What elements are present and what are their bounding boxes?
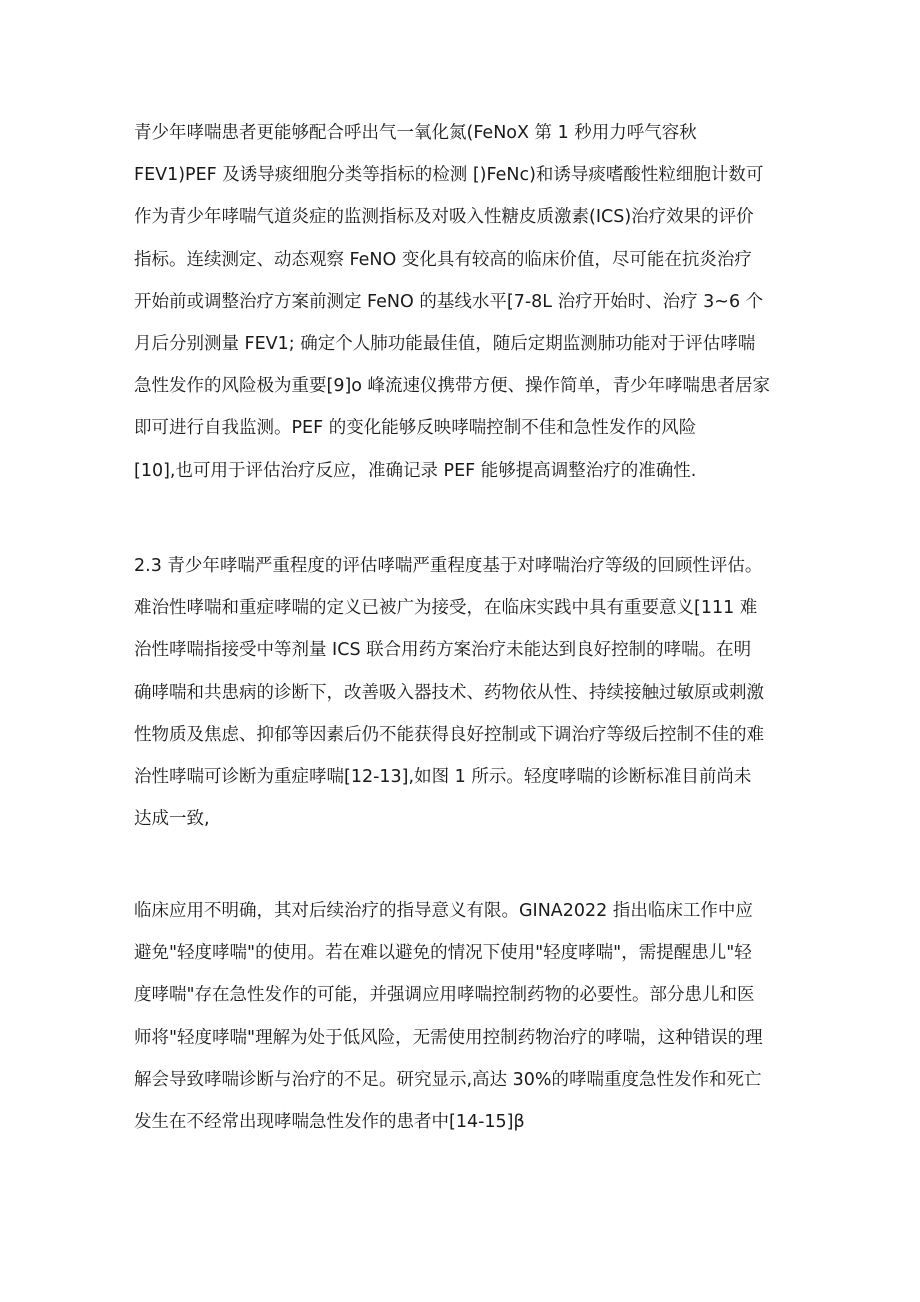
paragraph-mild-asthma [134, 890, 810, 1143]
text-line: FEV1)PEF 及诱导痰细胞分类等指标的检测 [)FeNc)和诱导痰嗜酸性粒细胞计数可 [134, 165, 764, 186]
text-line: 急性发作的风险极为重要[9]o 峰流速仪携带方便、操作简单，青少年哮喘患者居家 [134, 376, 771, 397]
text-line: 度哮喘"存在急性发作的可能，并强调应用哮喘控制药物的必要性。部分患儿和医 [134, 985, 755, 1006]
text-line: [10],也可用于评估治疗反应，准确记录 PEF 能够提高调整治疗的准确性. [134, 460, 697, 481]
text-line: 2.3 青少年哮喘严重程度的评估哮喘严重程度基于对哮喘治疗等级的回顾性评估。 [134, 556, 763, 576]
paragraph-feno-monitoring [134, 112, 810, 492]
text-line: 确哮喘和共患病的诊断下，改善吸入器技术、药物依从性、持续接触过敏原或刺激 [134, 682, 764, 703]
text-line: 性物质及焦虑、抑郁等因素后仍不能获得良好控制或下调治疗等级后控制不佳的难 [134, 724, 764, 745]
text-line: 月后分别测量 FEV1; 确定个人肺功能最佳值，随后定期监测肺功能对于评估哮喘 [134, 334, 756, 355]
text-line: 避免"轻度哮喘"的使用。若在难以避免的情况下使用"轻度哮喘"，需提醒患儿"轻 [134, 943, 752, 964]
text-line: 临床应用不明确，其对后续治疗的指导意义有限。GINA2022 指出临床工作中应 [134, 901, 753, 921]
text-line: 青少年哮喘患者更能够配合呼出气一氧化氮(FeNoX 第 1 秒用力呼气容秋 [134, 123, 697, 143]
text-line: 治性哮喘可诊断为重症哮喘[12-13],如图 1 所示。轻度哮喘的诊断标准目前尚未 [134, 767, 752, 788]
text-line: 解会导致哮喘诊断与治疗的不足。研究显示,高达 30%的哮喘重度急性发作和死亡 [134, 1069, 762, 1090]
text-line: 难治性哮喘和重症哮喘的定义已被广为接受，在临床实践中具有重要意义[111 难 [134, 598, 758, 619]
text-line: 作为青少年哮喘气道炎症的监测指标及对吸入性糖皮质激素(ICS)治疗效果的评价 [134, 207, 754, 228]
text-line: 开始前或调整治疗方案前测定 FeNO 的基线水平[7-8L 治疗开始时、治疗 3~6 个 [134, 291, 764, 312]
text-line: 治性哮喘指接受中等剂量 ICS 联合用药方案治疗未能达到良好控制的哮喘。在明 [134, 640, 752, 661]
text-line: 指标。连续测定、动态观察 FeNO 变化具有较高的临床价值，尽可能在抗炎治疗 [134, 249, 752, 270]
text-line: 即可进行自我监测。PEF 的变化能够反映哮喘控制不佳和急性发作的风险 [134, 418, 697, 439]
text-line: 达成一致, [134, 809, 210, 830]
paragraph-asthma-severity [134, 545, 810, 840]
text-line: 发生在不经常出现哮喘急性发作的患者中[14-15]β [134, 1112, 525, 1133]
text-line: 师将"轻度哮喘"理解为处于低风险，无需使用控制药物治疗的哮喘，这种错误的理 [134, 1027, 763, 1048]
